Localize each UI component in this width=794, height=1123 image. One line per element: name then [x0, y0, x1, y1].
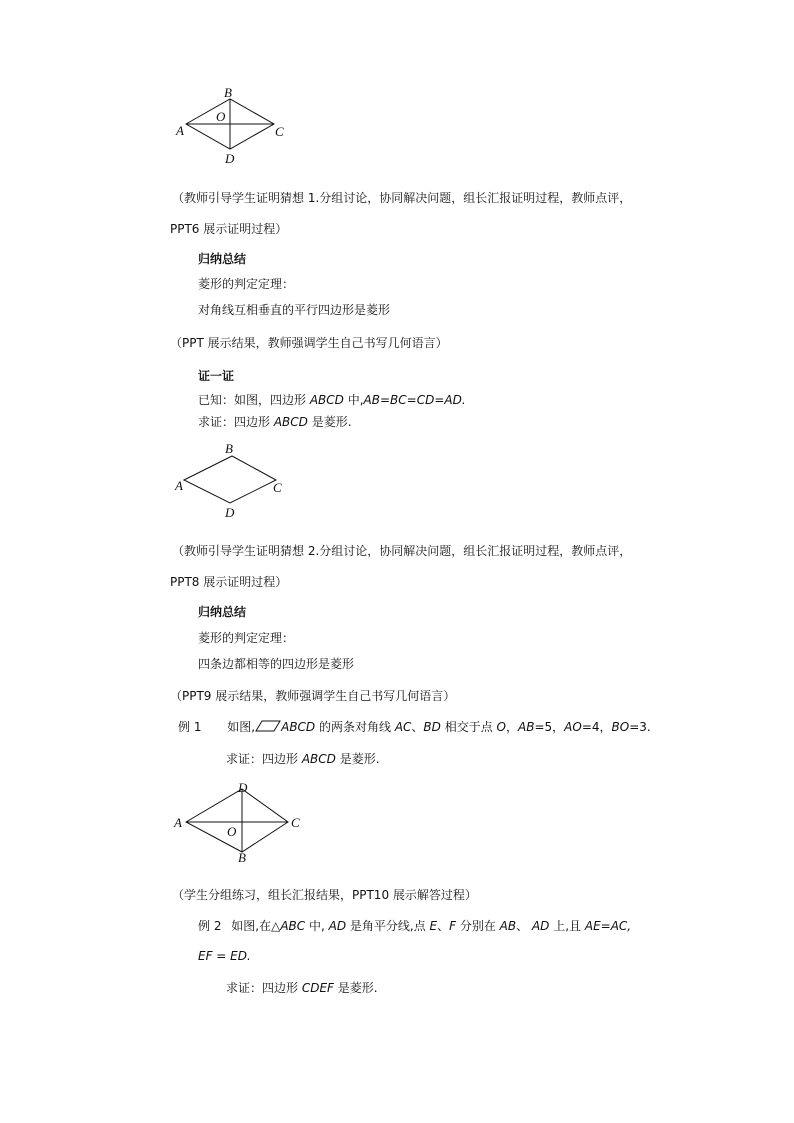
proof-prove: 求证：四边形 ABCD 是菱形.	[198, 415, 352, 429]
label-C: C	[273, 480, 282, 495]
theorem-label-1: 菱形的判定定理：	[198, 277, 295, 291]
label-C: C	[291, 815, 300, 830]
theorem-2: 四条边都相等的四边形是菱形	[198, 657, 355, 671]
label-B: B	[224, 85, 232, 100]
example-1: 例 1 如图, ABCD 的两条对角线 AC、BD 相交于点 O，AB=5，AO=4，BO=3.	[178, 720, 651, 734]
theorem-1: 对角线互相垂直的平行四边形是菱形	[198, 303, 391, 317]
example-2-cont: EF = ED.	[198, 949, 251, 963]
paragraph-ppt-result-2: （PPT9 展示结果，教师强调学生自己书写几何语言）	[170, 689, 456, 703]
label-A: A	[176, 123, 184, 138]
label-D: D	[238, 780, 248, 795]
paragraph-teacher-guide-2-cont: PPT8 展示证明过程）	[170, 575, 288, 589]
label-O: O	[227, 824, 237, 839]
label-A: A	[175, 478, 183, 493]
paragraph-student-practice: （学生分组练习，组长汇报结果，PPT10 展示解答过程）	[172, 888, 477, 902]
paragraph-teacher-guide-1: （教师引导学生证明猜想 1.分组讨论，协同解决问题，组长汇报证明过程，教师点评，	[172, 191, 632, 205]
summary-heading-1: 归纳总结	[198, 252, 247, 266]
label-D: D	[225, 151, 235, 166]
figure-rhombus-diagonals	[170, 84, 290, 168]
proof-heading: 证一证	[198, 369, 235, 383]
label-O: O	[216, 109, 226, 124]
proof-given: 已知：如图，四边形 ABCD 中,AB=BC=CD=AD.	[198, 393, 466, 407]
paragraph-ppt-result-1: （PPT 展示结果，教师强调学生自己书写几何语言）	[170, 336, 448, 350]
example-2: 例 2 如图,在△ABC 中, AD 是角平分线,点 E、F 分别在 AB、 AD 上,且 AE=AC,	[198, 919, 632, 933]
figure-rhombus	[170, 438, 295, 522]
figure-rhombus-example1	[168, 778, 308, 868]
summary-heading-2: 归纳总结	[198, 605, 247, 619]
paragraph-teacher-guide-1-cont: PPT6 展示证明过程）	[170, 222, 288, 236]
label-B: B	[238, 850, 246, 865]
theorem-label-2: 菱形的判定定理：	[198, 631, 295, 645]
example-2-prove: 求证：四边形 CDEF 是菱形.	[226, 981, 378, 995]
label-C: C	[275, 124, 284, 139]
label-D: D	[225, 505, 235, 520]
label-A: A	[174, 815, 182, 830]
label-B: B	[225, 441, 233, 456]
example-1-prove: 求证：四边形 ABCD 是菱形.	[226, 752, 380, 766]
parallelogram-icon	[255, 720, 281, 732]
paragraph-teacher-guide-2: （教师引导学生证明猜想 2.分组讨论，协同解决问题，组长汇报证明过程，教师点评，	[172, 544, 632, 558]
